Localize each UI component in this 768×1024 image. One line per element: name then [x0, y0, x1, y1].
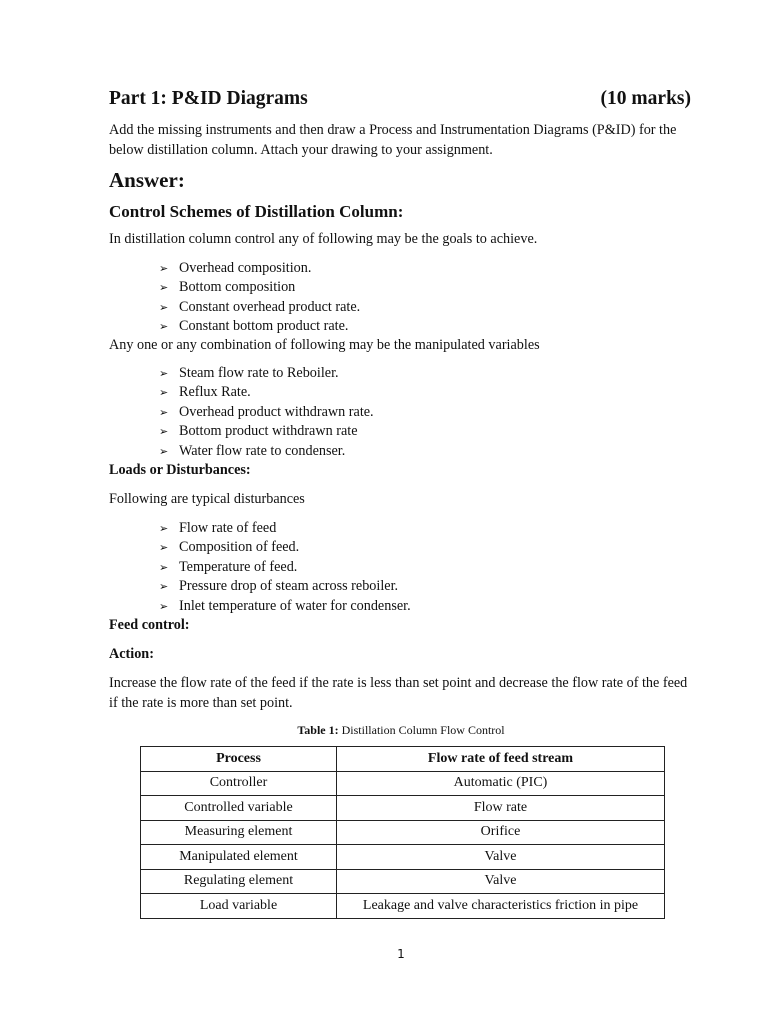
list-item: ➢ Constant bottom product rate.: [159, 317, 360, 336]
part-heading: [109, 88, 691, 110]
list-item: ➢ Reflux Rate.: [159, 383, 374, 402]
section-title: Control Schemes of Distillation Column:: [109, 202, 404, 221]
table-caption-label: Table 1:: [297, 723, 339, 737]
arrow-bullet-icon: ➢: [159, 300, 169, 314]
arrow-bullet-icon: ➢: [159, 580, 169, 594]
table-cell: Orifice: [337, 820, 665, 845]
table-row: [141, 820, 665, 845]
table-cell: Leakage and valve characteristics friction in pipe: [337, 894, 665, 919]
table-row: [141, 894, 665, 919]
list-item: ➢ Steam flow rate to Reboiler.: [159, 364, 374, 383]
manipulated-list: [159, 364, 374, 461]
list-item: ➢ Constant overhead product rate.: [159, 298, 360, 317]
list-item: ➢ Flow rate of feed: [159, 519, 411, 538]
list-item: ➢ Inlet temperature of water for condenser.: [159, 597, 411, 616]
arrow-bullet-icon: ➢: [159, 560, 169, 574]
arrow-bullet-icon: ➢: [159, 405, 169, 419]
flow-control-table: [140, 746, 665, 919]
answer-label: Answer:: [109, 168, 185, 192]
disturbances-intro: Following are typical disturbances: [109, 491, 305, 507]
list-item: ➢ Water flow rate to condenser.: [159, 442, 374, 461]
table-header-process: Process: [141, 747, 337, 772]
disturbances-list: [159, 519, 411, 616]
table-row: [141, 845, 665, 870]
part-title: Part 1: P&ID Diagrams: [109, 88, 308, 109]
page-number: 1: [397, 947, 405, 961]
action-heading: Action:: [109, 646, 154, 662]
table-cell: Controller: [141, 771, 337, 796]
table-cell: Regulating element: [141, 869, 337, 894]
arrow-bullet-icon: ➢: [159, 522, 169, 535]
table-cell: Flow rate: [337, 796, 665, 821]
table-row: [141, 796, 665, 821]
arrow-bullet-icon: ➢: [159, 599, 169, 613]
table-cell: Controlled variable: [141, 796, 337, 821]
arrow-bullet-icon: ➢: [159, 367, 169, 380]
arrow-bullet-icon: ➢: [159, 541, 169, 555]
arrow-bullet-icon: ➢: [159, 425, 169, 439]
arrow-bullet-icon: ➢: [159, 386, 169, 400]
table-row: [141, 771, 665, 796]
list-item: ➢ Overhead product withdrawn rate.: [159, 403, 374, 422]
action-paragraph: Increase the flow rate of the feed if the rate is less than set point and decrease the flow rate of the feed if the rate is more than set point.: [109, 675, 688, 711]
loads-heading: Loads or Disturbances:: [109, 462, 251, 478]
list-item: ➢ Overhead composition.: [159, 259, 360, 278]
arrow-bullet-icon: ➢: [159, 281, 169, 295]
table-cell: Load variable: [141, 894, 337, 919]
table-cell: Automatic (PIC): [337, 771, 665, 796]
table-cell: Measuring element: [141, 820, 337, 845]
arrow-bullet-icon: ➢: [159, 262, 169, 275]
goals-list: [159, 259, 360, 337]
feed-control-heading: Feed control:: [109, 617, 190, 633]
table-header-flow-rate: Flow rate of feed stream: [337, 747, 665, 772]
table-caption: [0, 723, 768, 738]
list-item: ➢ Bottom product withdrawn rate: [159, 422, 374, 441]
list-item: ➢ Pressure drop of steam across reboiler.: [159, 577, 411, 596]
table-header-row: [141, 747, 665, 772]
goals-intro: In distillation column control any of following may be the goals to achieve.: [109, 231, 538, 247]
list-item: ➢ Bottom composition: [159, 278, 360, 297]
table-cell: Valve: [337, 845, 665, 870]
arrow-bullet-icon: ➢: [159, 444, 169, 458]
arrow-bullet-icon: ➢: [159, 320, 169, 334]
list-item: ➢ Temperature of feed.: [159, 558, 411, 577]
list-item: ➢ Composition of feed.: [159, 538, 411, 557]
table-cell: Valve: [337, 869, 665, 894]
intro-paragraph: Add the missing instruments and then draw a Process and Instrumentation Diagrams (P&ID) for the below distillation column. Attach your drawing to your assignment.: [109, 122, 677, 158]
manipulated-intro: Any one or any combination of following may be the manipulated variables: [109, 337, 540, 353]
table-caption-text: Distillation Column Flow Control: [341, 723, 505, 737]
marks-label: (10 marks): [600, 88, 691, 109]
table-cell: Manipulated element: [141, 845, 337, 870]
table-row: [141, 869, 665, 894]
